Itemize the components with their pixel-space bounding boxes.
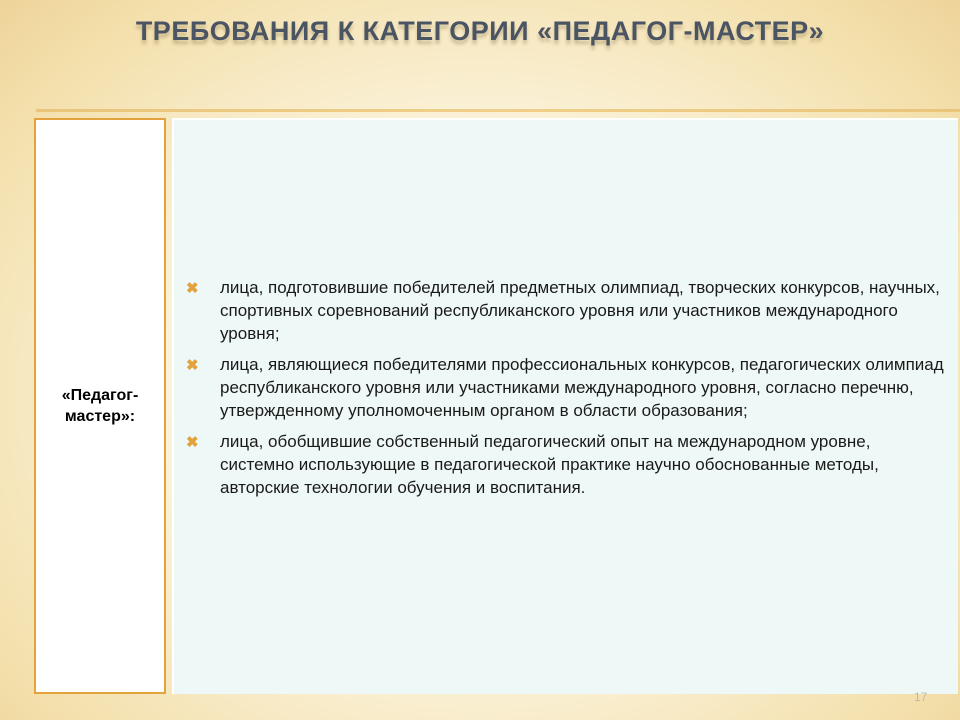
requirements-cell xyxy=(172,118,958,694)
requirements-list xyxy=(174,276,960,507)
list-item-text: лица, подготовившие победителей предметных олимпиад, творческих конкурсов, научных, спортивных соревнований республиканского уровня или участников международного уровня; xyxy=(220,278,940,343)
list-item xyxy=(174,353,960,422)
list-item xyxy=(174,430,960,499)
category-label-cell xyxy=(34,118,166,694)
list-item-text: лица, обобщившие собственный педагогический опыт на международном уровне, системно использующие в педагогической практике научно обоснованные методы, авторские технологии обучения и воспитания. xyxy=(220,432,879,497)
bullet-icon: ✖ xyxy=(186,280,199,297)
bullet-icon: ✖ xyxy=(186,434,199,451)
bullet-icon: ✖ xyxy=(186,357,199,374)
title-divider xyxy=(36,109,960,112)
page-number: 17 xyxy=(914,690,928,704)
list-item xyxy=(174,276,960,345)
list-item-text: лица, являющиеся победителями профессиональных конкурсов, педагогических олимпиад республиканского уровня или участниками международного уровня, согласно перечню, утвержденному уполномоченным органом в области образования; xyxy=(220,355,944,420)
category-label: «Педагог-мастер»: xyxy=(61,387,139,425)
slide-title: ТРЕБОВАНИЯ К КАТЕГОРИИ «ПЕДАГОГ-МАСТЕР» xyxy=(135,16,825,46)
